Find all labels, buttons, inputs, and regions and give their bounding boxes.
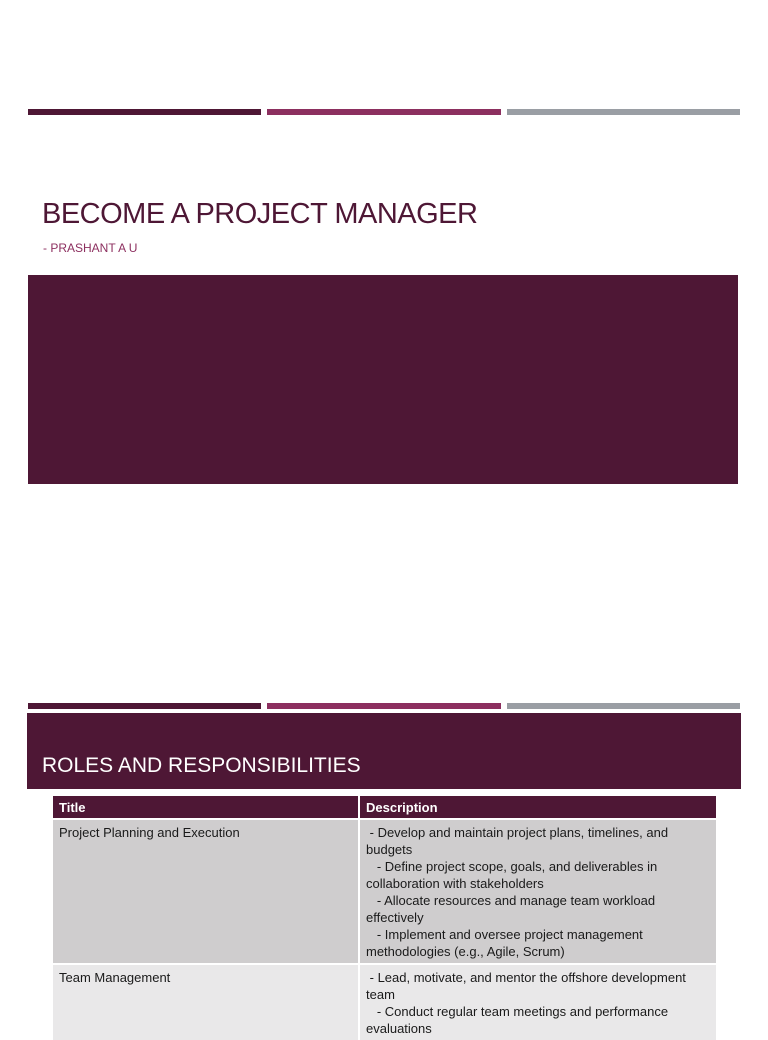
stripe-magenta <box>267 703 500 709</box>
roles-table <box>53 796 716 1040</box>
stripe-dark <box>28 109 261 115</box>
table-row <box>53 964 716 1040</box>
section-header-banner <box>27 713 741 789</box>
decorative-stripes <box>28 703 740 709</box>
description-line: - Define project scope, goals, and deliverables in collaboration with stakeholders <box>366 859 661 891</box>
section-title: ROLES AND RESPONSIBILITIES <box>42 754 361 777</box>
table-header-row <box>53 796 716 819</box>
description-line: - Lead, motivate, and mentor the offshore development team <box>366 970 690 1002</box>
slide-title: BECOME A PROJECT MANAGER <box>42 198 478 230</box>
description-line: - Implement and oversee project management methodologies (e.g., Agile, Scrum) <box>366 927 647 959</box>
description-line: - Develop and maintain project plans, timelines, and budgets <box>366 825 672 857</box>
description-line: - Conduct regular team meetings and performance evaluations <box>366 1004 672 1036</box>
column-header-description: Description <box>359 796 716 819</box>
stripe-magenta <box>267 109 500 115</box>
stripe-dark <box>28 703 261 709</box>
row-description <box>359 964 716 1040</box>
table-row <box>53 819 716 964</box>
stripe-gray <box>507 703 740 709</box>
row-title: Project Planning and Execution <box>53 819 359 964</box>
roles-slide <box>0 690 768 1036</box>
column-header-title: Title <box>53 796 359 819</box>
row-description <box>359 819 716 964</box>
stripe-gray <box>507 109 740 115</box>
row-title: Team Management <box>53 964 359 1040</box>
slide-subtitle: - PRASHANT A U <box>43 241 138 255</box>
description-line: - Allocate resources and manage team workload effectively <box>366 893 659 925</box>
title-banner <box>28 275 738 484</box>
decorative-stripes <box>28 109 740 115</box>
